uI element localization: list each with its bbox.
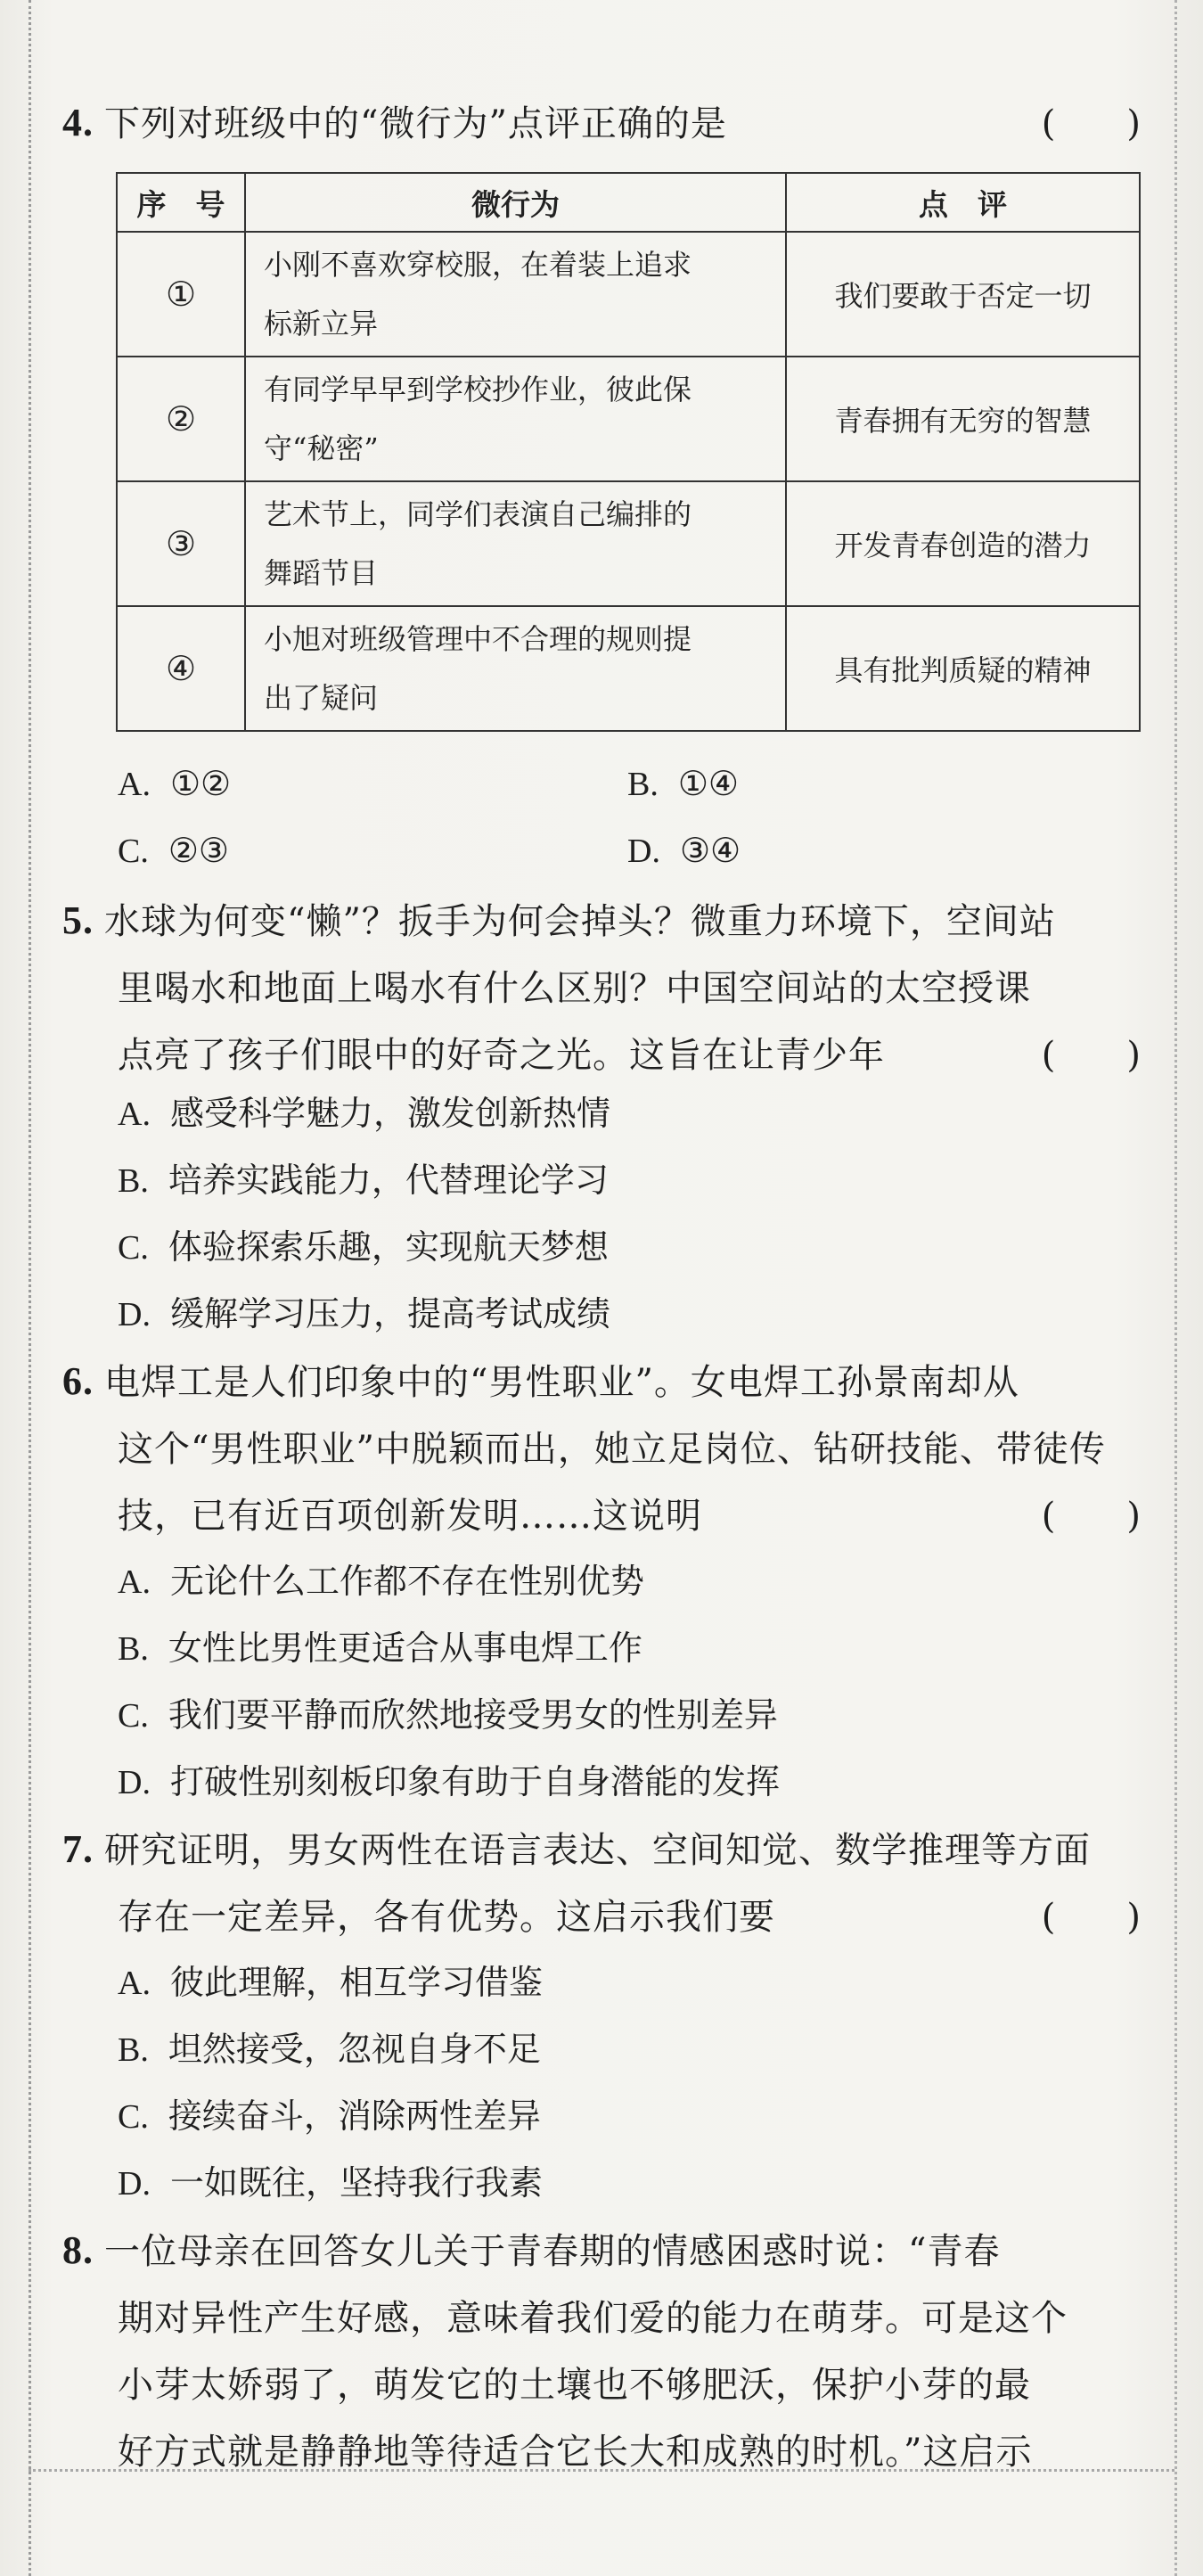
option-c[interactable]: C. 接续奋斗，消除两性差异 <box>118 2096 541 2136</box>
row-serial: ① <box>117 232 245 357</box>
option-a[interactable]: A. ①② <box>118 764 232 803</box>
option-b[interactable]: B. 培养实践能力，代替理论学习 <box>118 1161 609 1200</box>
question-6 <box>62 1348 1141 1550</box>
question-line: 研究证明，男女两性在语言表达、空间知觉、数学推理等方面 <box>104 1830 1091 1871</box>
question-line: 技，已有近百项创新发明……这说明 <box>118 1496 702 1537</box>
left-margin-rule <box>29 0 31 2576</box>
option-a[interactable]: A. 彼此理解，相互学习借鉴 <box>118 1963 543 2002</box>
option-b[interactable]: B. 女性比男性更适合从事电焊工作 <box>118 1628 642 1668</box>
option-d[interactable]: D. 缓解学习压力，提高考试成绩 <box>118 1294 610 1333</box>
row-behavior: 有同学早早到学校抄作业，彼此保 守“秘密” <box>245 357 786 481</box>
row-serial: ④ <box>117 606 245 731</box>
row-serial: ③ <box>117 481 245 606</box>
question-line: 小芽太娇弱了，萌发它的土壤也不够肥沃，保护小芽的最 <box>118 2365 1031 2406</box>
table-header-row <box>117 173 1140 232</box>
question-4 <box>62 89 1141 158</box>
header-comment: 点 评 <box>786 173 1140 232</box>
row-comment: 具有批判质疑的精神 <box>786 606 1140 731</box>
answer-bracket[interactable]: ( ) <box>1041 1035 1141 1076</box>
table-row <box>117 232 1140 357</box>
row-serial: ② <box>117 357 245 481</box>
option-d[interactable]: D. 一如既往，坚持我行我素 <box>118 2163 543 2203</box>
question-line: 这个“男性职业”中脱颖而出，她立足岗位、钻研技能、带徒传 <box>118 1429 1106 1470</box>
header-behavior: 微行为 <box>245 173 786 232</box>
question-5 <box>62 887 1141 1089</box>
row-comment: 青春拥有无穷的智慧 <box>786 357 1140 481</box>
behavior-review-table <box>116 172 1141 732</box>
question-line: 水球为何变“懒”？扳手为何会掉头？微重力环境下，空间站 <box>104 901 1056 942</box>
question-line: 点亮了孩子们眼中的好奇之光。这旨在让青少年 <box>118 1035 885 1076</box>
question-line: 里喝水和地面上喝水有什么区别？中国空间站的太空授课 <box>118 968 1031 1009</box>
question-line: 电焊工是人们印象中的“男性职业”。女电焊工孙景南却从 <box>104 1362 1019 1403</box>
question-line: 好方式就是静静地等待适合它长大和成熟的时机。”这启示 <box>118 2432 1033 2473</box>
option-c[interactable]: C. 体验探索乐趣，实现航天梦想 <box>118 1227 609 1267</box>
question-8 <box>62 2217 1141 2486</box>
row-comment: 开发青春创造的潜力 <box>786 481 1140 606</box>
option-d[interactable]: D. 打破性别刻板印象有助于自身潜能的发挥 <box>118 1762 780 1801</box>
option-b[interactable]: B. 坦然接受，忽视自身不足 <box>118 2030 541 2069</box>
answer-bracket[interactable]: ( ) <box>1041 1897 1141 1938</box>
right-margin-rule <box>1174 0 1177 2576</box>
option-b[interactable]: B. ①④ <box>627 764 739 803</box>
question-number: 5. <box>62 898 94 942</box>
header-serial: 序 号 <box>117 173 245 232</box>
option-c[interactable]: C. 我们要平静而欣然地接受男女的性别差异 <box>118 1695 778 1735</box>
option-a[interactable]: A. 无论什么工作都不存在性别优势 <box>118 1562 644 1601</box>
question-number: 6. <box>62 1359 94 1403</box>
question-line: 期对异性产生好感，意味着我们爱的能力在萌芽。可是这个 <box>118 2298 1068 2339</box>
question-stem: 下列对班级中的“微行为”点评正确的是 <box>104 103 727 144</box>
question-7 <box>62 1816 1141 1951</box>
question-line: 存在一定差异，各有优势。这启示我们要 <box>118 1897 775 1938</box>
row-behavior: 小刚不喜欢穿校服，在着装上追求 标新立异 <box>245 232 786 357</box>
row-comment: 我们要敢于否定一切 <box>786 232 1140 357</box>
question-number: 7. <box>62 1827 94 1871</box>
option-d[interactable]: D. ③④ <box>627 831 741 870</box>
row-behavior: 小旭对班级管理中不合理的规则提 出了疑问 <box>245 606 786 731</box>
table-row <box>117 357 1140 481</box>
table-row <box>117 606 1140 731</box>
row-behavior: 艺术节上，同学们表演自己编排的 舞蹈节目 <box>245 481 786 606</box>
answer-bracket[interactable]: ( ) <box>1041 1496 1141 1537</box>
answer-bracket[interactable]: ( ) <box>1041 103 1141 144</box>
question-number: 8. <box>62 2228 94 2272</box>
table-row <box>117 481 1140 606</box>
question-line: 一位母亲在回答女儿关于青春期的情感困惑时说：“青春 <box>104 2231 1001 2272</box>
option-c[interactable]: C. ②③ <box>118 831 229 870</box>
option-a[interactable]: A. 感受科学魅力，激发创新热情 <box>118 1094 610 1133</box>
question-number: 4. <box>62 101 94 144</box>
